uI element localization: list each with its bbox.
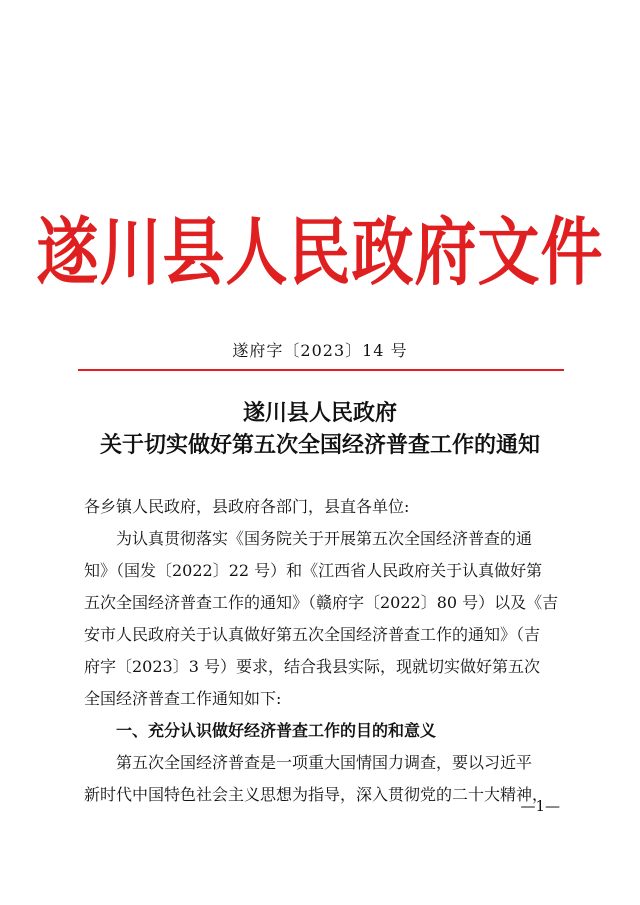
salutation: 各乡镇人民政府，县政府各部门，县直各单位: (84, 497, 410, 516)
document-masthead: 遂川县人民政府文件 (36, 209, 604, 296)
paragraph-line: 第五次全国经济普查是一项重大国情国力调查，要以习近平 (116, 753, 533, 772)
paragraph-line: 全国经济普查工作通知如下: (84, 689, 282, 708)
paragraph-line: 安市人民政府关于认真做好第五次全国经济普查工作的通知》（吉 (84, 625, 541, 644)
paragraph-line: 府字〔2023〕3 号）要求，结合我县实际，现就切实做好第五次 (84, 657, 540, 676)
paragraph-line: 五次全国经济普查工作的通知》（赣府字〔2022〕80 号）以及《吉 (84, 593, 559, 612)
document-title-issuer: 遂川县人民政府 (242, 400, 397, 426)
red-divider-line (78, 369, 564, 371)
paragraph-line: 新时代中国特色社会主义思想为指导，深入贯彻党的二十大精神， (84, 785, 549, 804)
paragraph-line: 为认真贯彻落实《国务院关于开展第五次全国经济普查的通 (116, 529, 533, 548)
document-number: 遂府字〔2023〕14 号 (232, 341, 408, 360)
document-title-subject: 关于切实做好第五次全国经济普查工作的通知 (99, 432, 540, 458)
paragraph-line: 知》（国发〔2022〕22 号）和《江西省人民政府关于认真做好第 (84, 561, 543, 580)
section-heading: 一、充分认识做好经济普查工作的目的和意义 (116, 721, 437, 740)
page-number: —1— (520, 797, 560, 815)
